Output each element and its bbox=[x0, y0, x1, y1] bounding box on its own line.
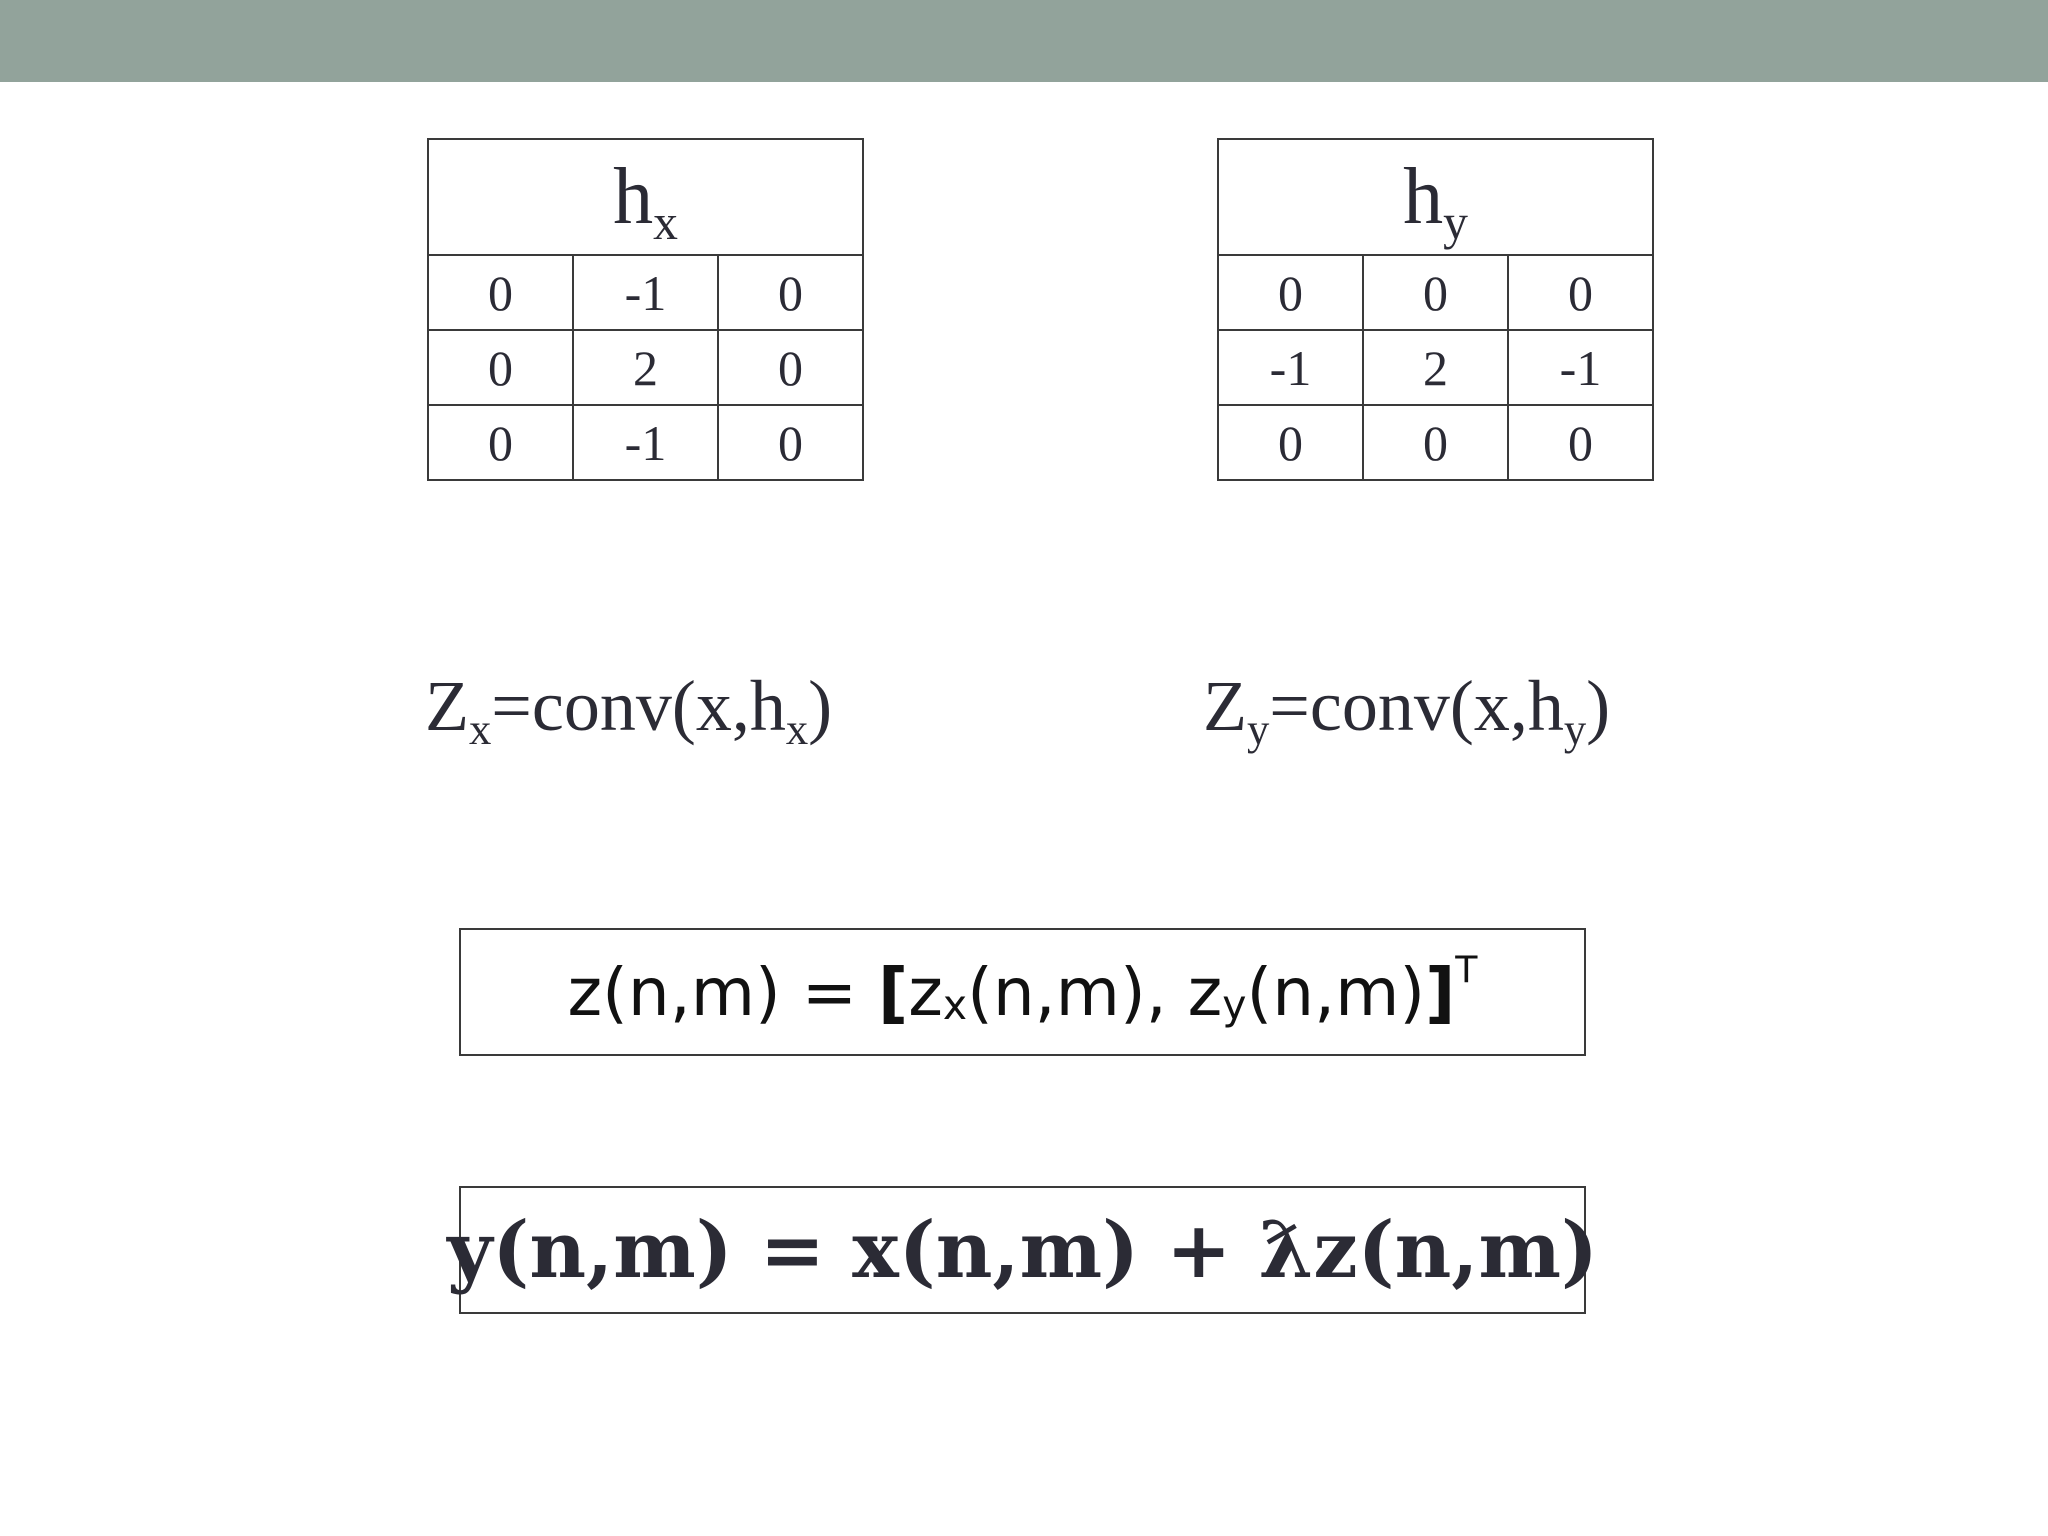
kernel-table-hx-header bbox=[428, 139, 863, 255]
header-base: h bbox=[1403, 153, 1444, 241]
table-cell: 0 bbox=[428, 330, 573, 405]
equation-gradient-vector-box: z(n,m) = [ z x (n,m), z y (n,m) ] T bbox=[459, 928, 1586, 1056]
table-cell: 0 bbox=[718, 255, 863, 330]
eq-z-close-bracket: ] bbox=[1425, 953, 1456, 1031]
slide-header-bar bbox=[0, 0, 2048, 82]
kernel-table-hy-header bbox=[1218, 139, 1653, 255]
table-cell: 0 bbox=[1508, 255, 1653, 330]
eq-zy-close: ) bbox=[1586, 666, 1611, 746]
eq-zx-lhs: Z bbox=[425, 666, 469, 746]
table-cell: -1 bbox=[1508, 330, 1653, 405]
table-cell: 0 bbox=[718, 405, 863, 480]
table-cell: 0 bbox=[1218, 405, 1363, 480]
eq-zx-close: ) bbox=[808, 666, 833, 746]
table-row bbox=[1218, 255, 1653, 330]
equation-zx-conv bbox=[425, 666, 833, 755]
kernel-table-hy bbox=[1217, 138, 1654, 481]
table-cell: -1 bbox=[573, 405, 718, 480]
table-cell: 0 bbox=[1508, 405, 1653, 480]
eq-zy-lhs: Z bbox=[1203, 666, 1247, 746]
eq-z-open-bracket: [ bbox=[878, 953, 909, 1031]
equation-zy-conv bbox=[1203, 666, 1611, 755]
kernel-table-hx bbox=[427, 138, 864, 481]
table-cell: -1 bbox=[1218, 330, 1363, 405]
eq-zx-middle: =conv(x,h bbox=[491, 666, 786, 746]
eq-zy-middle: =conv(x,h bbox=[1269, 666, 1564, 746]
header-subscript: y bbox=[1443, 194, 1468, 250]
eq-zy-lhs-subscript: y bbox=[1246, 704, 1270, 755]
table-cell: 0 bbox=[428, 255, 573, 330]
table-cell: 0 bbox=[1363, 405, 1508, 480]
eq-z-part2: (n,m), z bbox=[967, 953, 1223, 1031]
table-cell: 0 bbox=[718, 330, 863, 405]
table-row bbox=[1218, 405, 1653, 480]
equation-output-box bbox=[447, 1186, 1598, 1314]
header-base: h bbox=[613, 153, 654, 241]
table-row bbox=[1218, 330, 1653, 405]
table-cell: 2 bbox=[1363, 330, 1508, 405]
table-row bbox=[428, 255, 863, 330]
table-row bbox=[428, 330, 863, 405]
eq-z-part3: (n,m) bbox=[1246, 953, 1426, 1031]
eq-z-part1: z bbox=[908, 953, 943, 1031]
eq-z-lhs: z(n,m) = bbox=[567, 953, 879, 1031]
table-cell: 2 bbox=[573, 330, 718, 405]
eq-zy-arg-subscript: y bbox=[1563, 704, 1587, 755]
table-cell: 0 bbox=[1363, 255, 1508, 330]
table-row bbox=[428, 405, 863, 480]
header-subscript: x bbox=[653, 194, 678, 250]
table-cell: 0 bbox=[428, 405, 573, 480]
table-cell: -1 bbox=[573, 255, 718, 330]
eq-y-text: y(n,m) = x(n,m) + ƛz(n,m) bbox=[447, 1204, 1598, 1296]
eq-zx-lhs-subscript: x bbox=[468, 704, 492, 755]
eq-zx-arg-subscript: x bbox=[785, 704, 809, 755]
table-cell: 0 bbox=[1218, 255, 1363, 330]
